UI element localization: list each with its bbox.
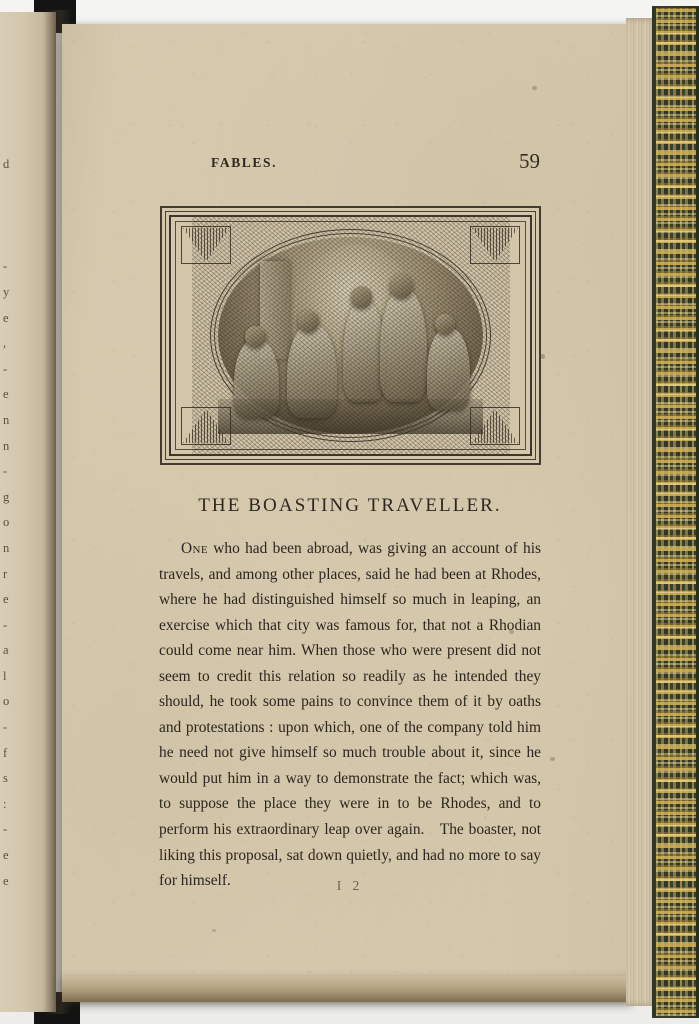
- fable-title: THE BOASTING TRAVELLER.: [198, 495, 502, 516]
- facing-page-fragment: [0, 203, 20, 229]
- page-number: 59: [519, 149, 540, 173]
- illustration-plate: [160, 206, 541, 465]
- fable-paragraph: [159, 536, 541, 894]
- printed-page: [62, 24, 632, 999]
- facing-page-fragment: s: [3, 771, 8, 786]
- engraving-hatching: [192, 217, 510, 453]
- facing-page-fragment: [0, 178, 20, 204]
- facing-page-fragment: o: [3, 515, 10, 530]
- running-head: [159, 149, 541, 175]
- facing-page-fragment: n: [3, 438, 10, 453]
- facing-page-fragment: f: [3, 745, 8, 760]
- gilt-tooled-border-ornament: [656, 8, 696, 1016]
- facing-page-fragment: e: [3, 592, 9, 607]
- facing-page-fragment: e: [3, 387, 9, 402]
- signature-mark: I 2: [336, 878, 364, 893]
- facing-page-fragment: -: [3, 361, 8, 376]
- facing-page-fragment: -: [3, 259, 8, 274]
- facing-page-fragment: -: [3, 822, 8, 837]
- facing-page-fragment: -: [3, 617, 8, 632]
- facing-page-fragment: e: [3, 848, 9, 863]
- facing-page-text-fragments: [0, 152, 20, 888]
- engraving-vignette: [218, 237, 483, 434]
- facing-page-fragment: n: [3, 540, 10, 555]
- foxing-spot: [550, 757, 555, 761]
- facing-page-fragment: y: [3, 284, 10, 299]
- facing-page-fragment: d: [3, 157, 10, 171]
- running-head-title: FABLES.: [211, 155, 278, 170]
- body-text: who had been abroad, was giving an account of his travels, and among other places, said he had been at Rhodes, where he had distinguished himself so much in leaping, an exercise which that city was famous for, that not a Rhodian could come near him. When those who were present did not seem to credit this relation so readily as he intended they should, he took some pains to convince them of it by oaths and protestations : upon which, one of the company told him he need not give himself so much trouble about it, since he would put him in a way to demonstrate the fact; which was, to suppose the place they were in to be Rhodes, and to perform his extraordinary leap over again. The boaster, not liking this proposal, sat down quietly, and had no more to say for himself.: [159, 540, 541, 890]
- facing-page-fragment: ,: [3, 336, 7, 351]
- facing-page-fragment: o: [3, 694, 10, 709]
- foxing-spot: [212, 929, 216, 932]
- facing-page-fragment: l: [3, 668, 7, 683]
- facing-page-fragment: r: [3, 566, 8, 581]
- facing-page-fragment: a: [3, 643, 9, 658]
- opening-small-caps: One: [181, 540, 208, 557]
- facing-page-fragment: -: [3, 464, 8, 479]
- facing-page-fragment: -: [3, 720, 8, 735]
- facing-page-fragment: e: [3, 310, 9, 325]
- facing-page-fragment: n: [3, 412, 10, 427]
- page-bottom-edge: [62, 976, 632, 1002]
- foxing-spot: [532, 86, 537, 90]
- fable-body: [159, 536, 541, 894]
- facing-page-fragment: e: [3, 873, 9, 888]
- facing-page-fragment: g: [3, 489, 10, 504]
- plate-field: [177, 223, 524, 448]
- facing-page-fragment: [0, 229, 20, 255]
- facing-page-fragment: :: [3, 796, 7, 811]
